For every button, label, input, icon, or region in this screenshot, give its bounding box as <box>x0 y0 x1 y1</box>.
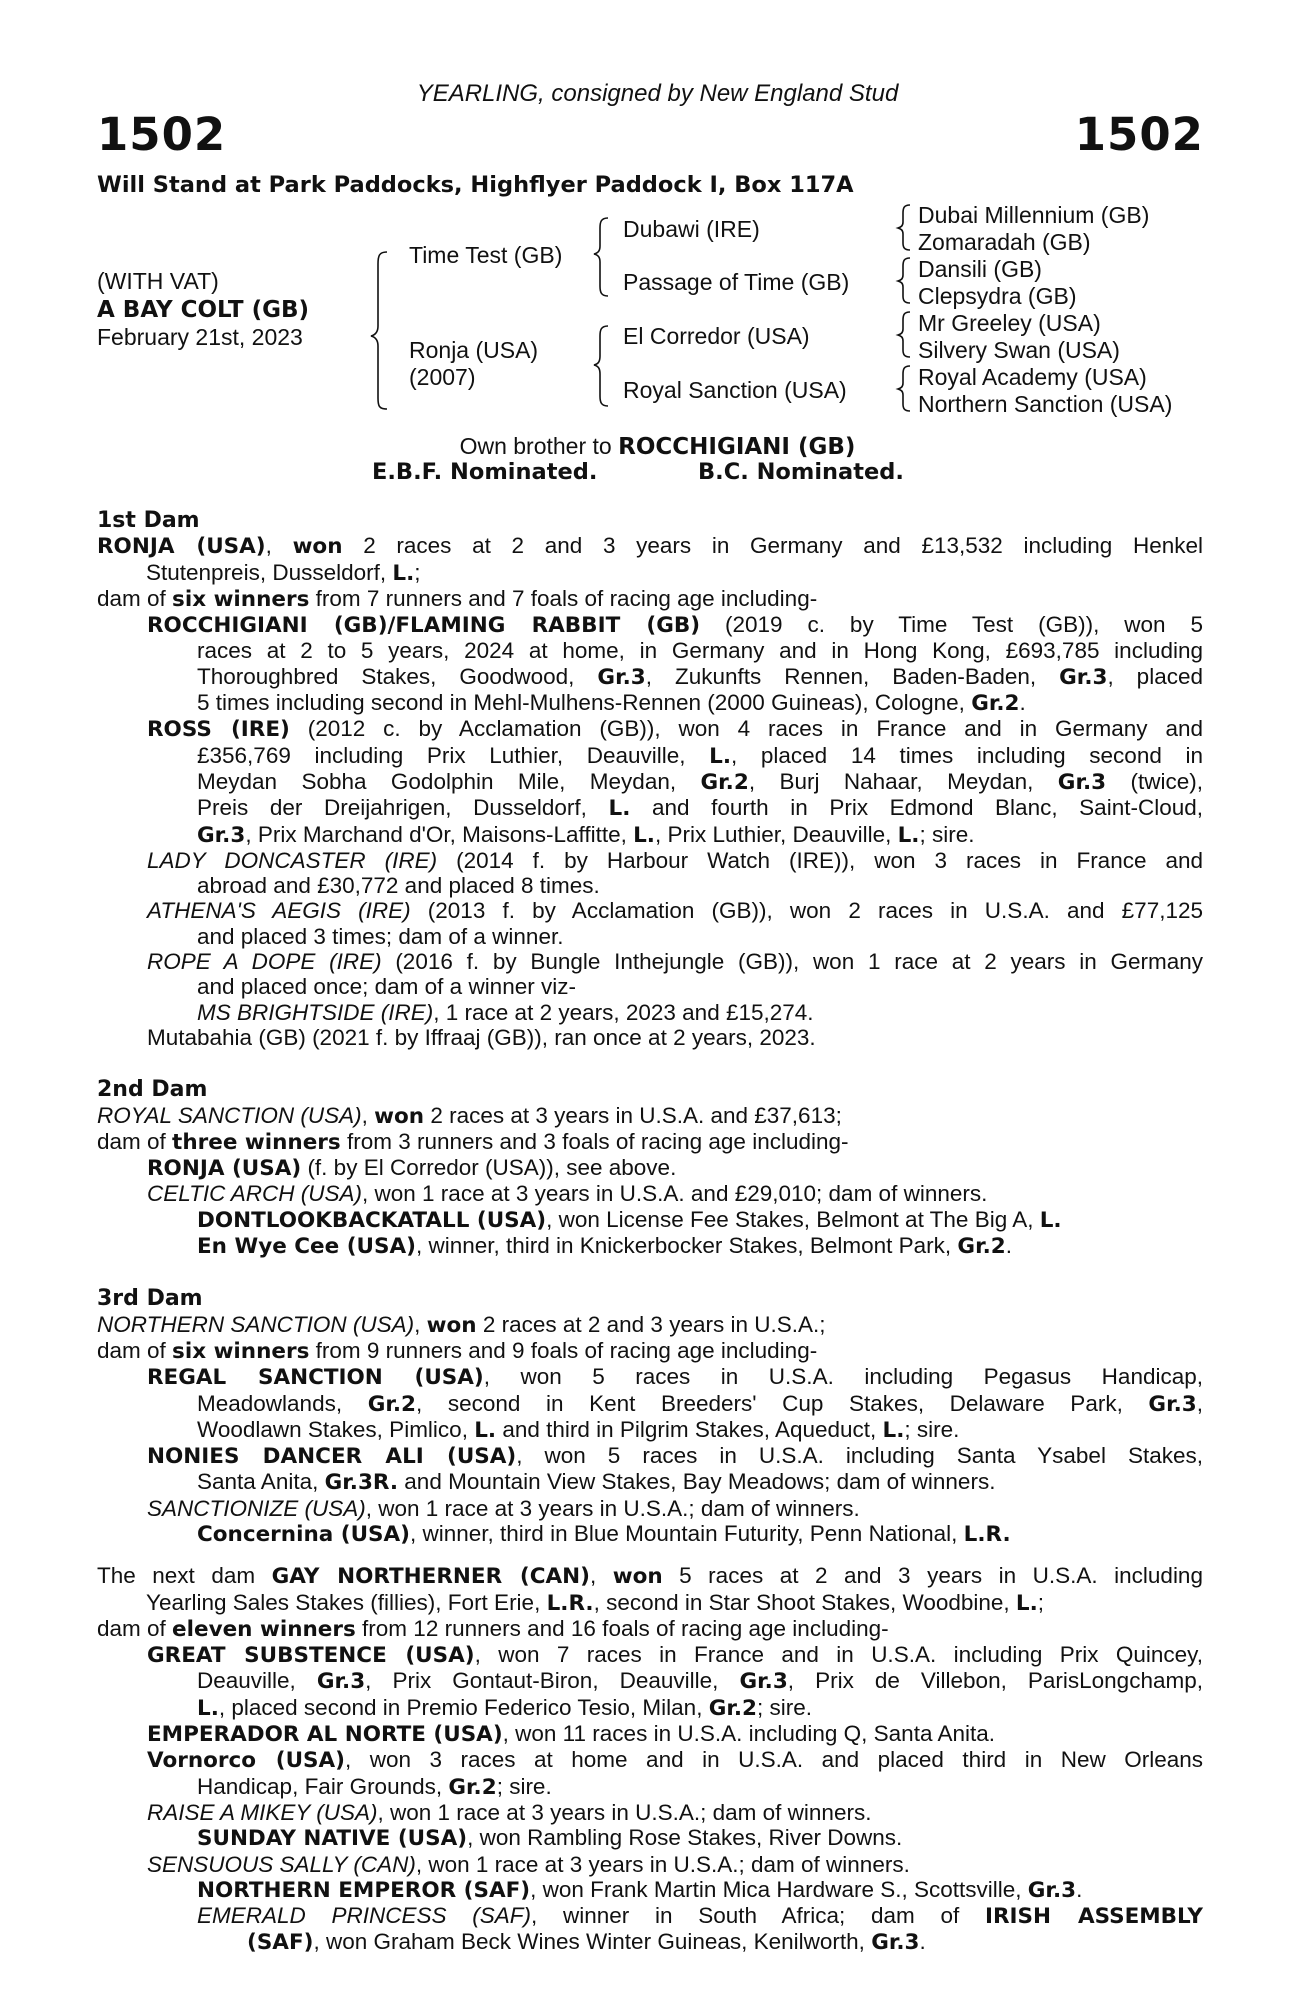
own-brother-name: ROCCHIGIANI (GB) <box>618 434 856 460</box>
progeny-entry: CELTIC ARCH (USA), won 1 race at 3 years in U.S.A. and £29,010; dam of winners. <box>147 1181 988 1207</box>
section-heading: 2nd Dam <box>97 1077 208 1103</box>
progeny-line: and placed once; dam of a winner viz- <box>197 974 576 1000</box>
vat-label: (WITH VAT) <box>97 268 219 294</box>
dam-produce-summary: dam of six winners from 7 runners and 7 foals of racing age including- <box>97 585 818 612</box>
progeny-line: Meydan Sobha Godolphin Mile, Meydan, Gr.2, Burj Nahaar, Meydan, Gr.3 (twice), <box>197 768 1204 795</box>
progeny-line: Deauville, Gr.3, Prix Gontaut-Biron, Deauville, Gr.3, Prix de Villebon, ParisLongchamp, <box>197 1668 1203 1695</box>
sire-dam: Passage of Time (GB) <box>623 269 850 295</box>
progeny-line: Preis der Dreijahrigen, Dusseldorf, L. and fourth in Prix Edmond Blanc, Saint-Cloud, <box>197 795 1203 822</box>
grandparent-6: Silvery Swan (USA) <box>918 337 1120 363</box>
dam-line: NORTHERN SANCTION (USA), won 2 races at 2 and 3 years in U.S.A.; <box>97 1311 826 1338</box>
progeny-entry: ROPE A DOPE (IRE) (2016 f. by Bungle Inthejungle (GB)), won 1 race at 2 years in Germany <box>147 949 1203 975</box>
grandparent-5: Mr Greeley (USA) <box>918 310 1101 336</box>
dam-produce-summary: dam of six winners from 9 runners and 9 foals of racing age including- <box>97 1337 818 1364</box>
grandparent-7: Royal Academy (USA) <box>918 364 1147 390</box>
progeny-line: and placed 3 times; dam of a winner. <box>197 923 564 949</box>
grand-progeny-entry: Concernina (USA), winner, third in Blue Mountain Futurity, Penn National, L.R. <box>197 1520 1011 1547</box>
first-dam-section <box>97 508 1203 1050</box>
lot-number-right: 1502 <box>1074 108 1204 161</box>
dam-line: The next dam GAY NORTHERNER (CAN), won 5 races at 2 and 3 years in U.S.A. including <box>97 1563 1203 1590</box>
dam-dam: Royal Sanction (USA) <box>623 377 847 403</box>
second-dam-section <box>97 1077 1203 1259</box>
ebf-nominated: E.B.F. Nominated. <box>372 459 598 485</box>
dam: Ronja (USA) <box>409 337 539 363</box>
section-heading: 1st Dam <box>97 508 200 533</box>
progeny-entry: Vornorco (USA), won 3 races at home and in U.S.A. and placed third in New Orleans <box>147 1747 1203 1774</box>
progeny-entry: ATHENA'S AEGIS (IRE) (2013 f. by Acclamation (GB)), won 2 races in U.S.A. and £77,125 <box>147 898 1203 924</box>
dam-line: Stutenpreis, Dusseldorf, L.; <box>146 559 421 586</box>
progeny-entry: RONJA (USA) (f. by El Corredor (USA)), see above. <box>147 1155 677 1182</box>
consignor-subtitle: YEARLING, consigned by New England Stud <box>416 80 899 107</box>
progeny-line: Santa Anita, Gr.3R. and Mountain View Stakes, Bay Meadows; dam of winners. <box>197 1469 996 1496</box>
grand-progeny-entry: DONTLOOKBACKATALL (USA), won License Fee Stakes, Belmont at The Big A, L. <box>197 1206 1062 1233</box>
section-heading: 3rd Dam <box>97 1286 203 1312</box>
progeny-line: races at 2 to 5 years, 2024 at home, in Germany and in Hong Kong, £693,785 including <box>197 638 1203 664</box>
progeny-entry: RAISE A MIKEY (USA), won 1 race at 3 years in U.S.A.; dam of winners. <box>147 1799 872 1825</box>
stand-location: Will Stand at Park Paddocks, Highflyer Paddock I, Box 117A <box>97 172 854 198</box>
dam-produce-summary: dam of three winners from 3 runners and 3 foals of racing age including- <box>97 1128 849 1155</box>
bc-nominated: B.C. Nominated. <box>698 459 904 485</box>
catalogue-body <box>97 508 1203 1956</box>
grand-progeny-entry: SUNDAY NATIVE (USA), won Rambling Rose Stakes, River Downs. <box>197 1825 903 1852</box>
progeny-line: L., placed second in Premio Federico Tesio, Milan, Gr.2; sire. <box>197 1694 813 1721</box>
dam-produce-summary: dam of eleven winners from 12 runners and 16 foals of racing age including- <box>97 1615 889 1642</box>
grandparent-3: Dansili (GB) <box>918 256 1042 282</box>
progeny-entry: Mutabahia (GB) (2021 f. by Iffraaj (GB)), ran once at 2 years, 2023. <box>147 1024 816 1050</box>
dam-line: RONJA (USA), won 2 races at 2 and 3 years in Germany and £13,532 including Henkel <box>97 533 1203 560</box>
sire-sire: Dubawi (IRE) <box>623 216 760 242</box>
grand-progeny-entry: NORTHERN EMPEROR (SAF), won Frank Martin Mica Hardware S., Scottsville, Gr.3. <box>197 1876 1083 1903</box>
grand-progeny-entry: MS BRIGHTSIDE (IRE), 1 race at 2 years, 2023 and £15,274. <box>197 999 814 1025</box>
progeny-line: Woodlawn Stakes, Pimlico, L. and third in Pilgrim Stakes, Aqueduct, L.; sire. <box>197 1416 960 1443</box>
dam-line: ROYAL SANCTION (USA), won 2 races at 3 years in U.S.A. and £37,613; <box>97 1102 842 1129</box>
progeny-entry: ROSS (IRE) (2012 c. by Acclamation (GB)), won 4 races in France and in Germany and <box>147 716 1203 743</box>
next-dam-section <box>97 1563 1203 1955</box>
horse-name: A BAY COLT (GB) <box>97 297 310 323</box>
progeny-line: Meadowlands, Gr.2, second in Kent Breeders' Cup Stakes, Delaware Park, Gr.3, <box>197 1390 1203 1417</box>
progeny-line: 5 times including second in Mehl-Mulhens-Rennen (2000 Guineas), Cologne, Gr.2. <box>197 690 1026 717</box>
progeny-entry: ROCCHIGIANI (GB)/FLAMING RABBIT (GB) (2019 c. by Time Test (GB)), won 5 <box>147 612 1204 639</box>
progeny-entry: NONIES DANCER ALI (USA), won 5 races in U.S.A. including Santa Ysabel Stakes, <box>147 1443 1203 1470</box>
lot-number-left: 1502 <box>97 108 227 161</box>
sire: Time Test (GB) <box>409 242 563 268</box>
progeny-entry: SANCTIONIZE (USA), won 1 race at 3 years in U.S.A.; dam of winners. <box>147 1495 860 1521</box>
own-brother-note: Own brother to ROCCHIGIANI (GB) <box>459 433 856 460</box>
progeny-entry: SENSUOUS SALLY (CAN), won 1 race at 3 years in U.S.A.; dam of winners. <box>147 1851 910 1877</box>
grandparent-4: Clepsydra (GB) <box>918 283 1077 309</box>
progeny-line: £356,769 including Prix Luthier, Deauville, L., placed 14 times including second in <box>197 742 1203 769</box>
grand-progeny-entry: EMERALD PRINCESS (SAF), winner in South Africa; dam of IRISH ASSEMBLY <box>197 1903 1203 1930</box>
dam-sire: El Corredor (USA) <box>623 323 810 349</box>
progeny-line: Handicap, Fair Grounds, Gr.2; sire. <box>197 1773 552 1800</box>
progeny-line: Thoroughbred Stakes, Goodwood, Gr.3, Zukunfts Rennen, Baden-Baden, Gr.3, placed <box>197 663 1203 690</box>
foaling-date: February 21st, 2023 <box>97 324 303 350</box>
progeny-line: Gr.3, Prix Marchand d'Or, Maisons-Laffitte, L., Prix Luthier, Deauville, L.; sire. <box>197 821 975 848</box>
progeny-entry: EMPERADOR AL NORTE (USA), won 11 races in U.S.A. including Q, Santa Anita. <box>147 1721 996 1748</box>
grandparent-1: Dubai Millennium (GB) <box>918 202 1150 228</box>
grandparent-8: Northern Sanction (USA) <box>918 391 1173 417</box>
dam-year: (2007) <box>409 364 476 390</box>
grand-progeny-line: (SAF), won Graham Beck Wines Winter Guineas, Kenilworth, Gr.3. <box>247 1929 926 1956</box>
dam-line: Yearling Sales Stakes (fillies), Fort Erie, L.R., second in Star Shoot Stakes, Woodbine, L.; <box>146 1589 1045 1616</box>
third-dam-section <box>97 1286 1203 1547</box>
grandparent-2: Zomaradah (GB) <box>918 229 1091 255</box>
grand-progeny-entry: En Wye Cee (USA), winner, third in Knickerbocker Stakes, Belmont Park, Gr.2. <box>197 1233 1012 1260</box>
progeny-entry: GREAT SUBSTENCE (USA), won 7 races in France and in U.S.A. including Prix Quincey, <box>147 1642 1203 1669</box>
progeny-entry: REGAL SANCTION (USA), won 5 races in U.S.A. including Pegasus Handicap, <box>147 1364 1203 1391</box>
progeny-entry: LADY DONCASTER (IRE) (2014 f. by Harbour Watch (IRE)), won 3 races in France and <box>147 847 1203 873</box>
progeny-line: abroad and £30,772 and placed 8 times. <box>197 873 600 899</box>
